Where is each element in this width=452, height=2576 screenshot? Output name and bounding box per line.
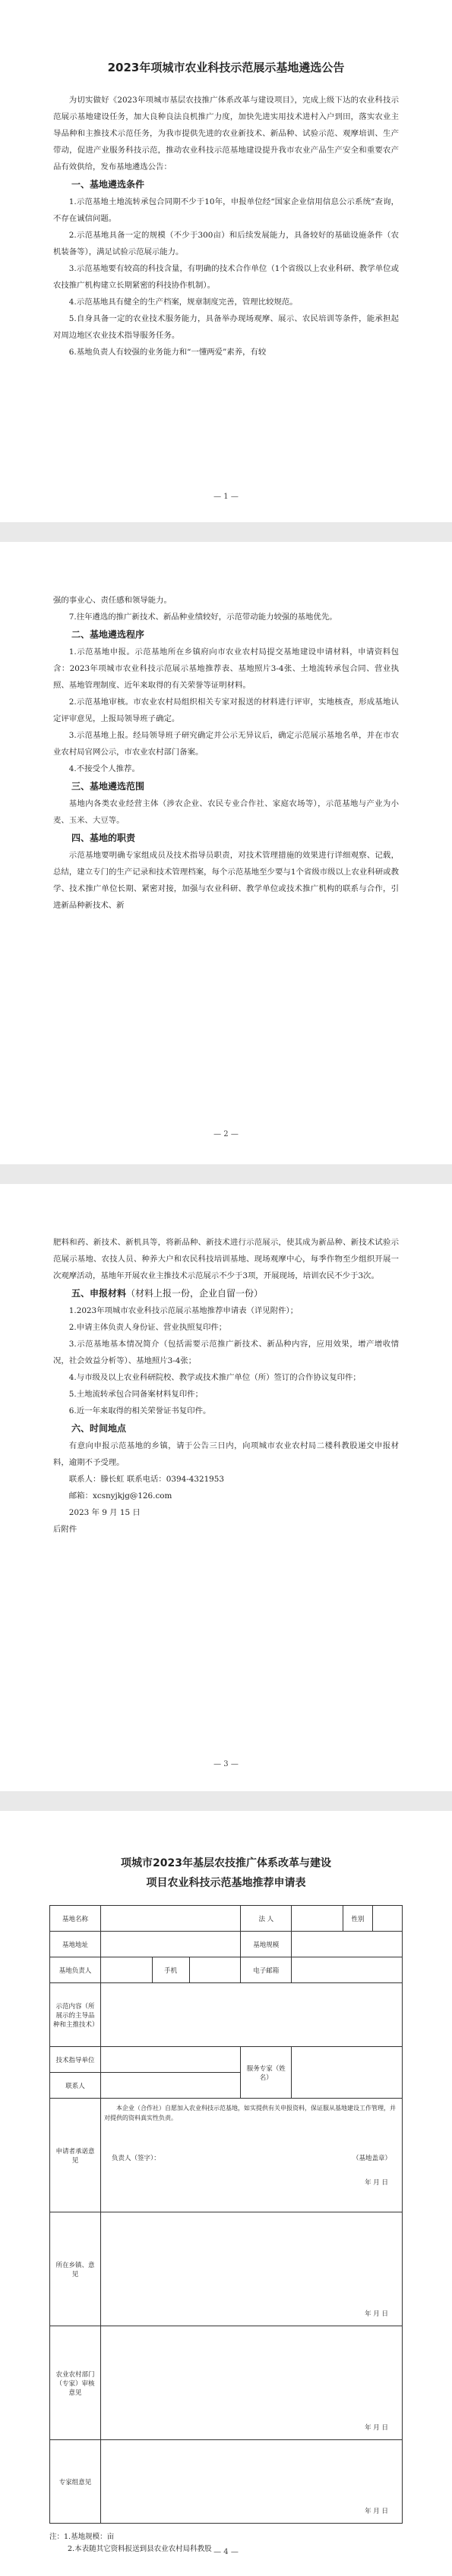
section-heading-scope: 三、基地遴选范围 (71, 781, 145, 792)
page-number: — 1 — (213, 493, 239, 501)
field-leader[interactable] (101, 1957, 153, 1983)
commitment-cell (101, 2099, 403, 2212)
form-title-line-2: 项目农业科技示范基地推荐申请表 (146, 1877, 306, 1889)
page-4 (0, 1811, 452, 2576)
procedure-item: 1.示范基地申报。示范基地所在乡镇府向市农业农村局提交基地建设申请材料，申请资料包含：2023年项城市农业科技示范展示基地推荐表、基地照片3-4张、土地流转承包合同、营业执照、基地管理制度、近年来取得的有关荣誉等证明材料。 (53, 647, 399, 690)
field-contact[interactable] (101, 2073, 241, 2099)
field-email[interactable] (292, 1957, 403, 1983)
section-heading-procedure: 二、基地遴选程序 (71, 629, 145, 640)
condition-item: 7.往年遴选的推广新技术、新品种业绩较好，示范带动能力较强的基地优先。 (68, 613, 337, 622)
label-legal-person: 法 人 (241, 1906, 292, 1932)
material-item: 4.与市级及以上农业科研院校、教学或技术推广单位（所）签订的合作协议复印件； (68, 1373, 361, 1382)
label-base-name: 基地名称 (50, 1906, 101, 1932)
condition-item: 3.示范基地要有较高的科技含量，有明确的技术合作单位（1个省级以上农业科研、教学单位或农技推广机构建立长期紧密的科技协作机制）。 (53, 264, 399, 290)
date-line: 2023 年 9 月 15 日 (68, 1508, 141, 1517)
condition-item: 1.示范基地土地流转承包合同期不少于10年，申报单位经“国家企业信用信息公示系统”查询，不存在诚信问题。 (53, 197, 399, 223)
attachment-label: 后附件 (53, 1525, 77, 1534)
label-address: 基地地址 (50, 1932, 101, 1957)
commitment-text: 本企业（合作社）自愿加入农业科技示范基地，如实提供有关申报资料，保证服从基地建设工作管理，并对提供的资料真实性负责。 (104, 2105, 396, 2121)
section-heading-duties: 四、基地的职责 (71, 833, 136, 843)
label-team-opinion: 专家组意见 (50, 2440, 101, 2524)
form-title-line-1: 项城市2023年基层农技推广体系改革与建设 (121, 1857, 331, 1869)
condition-item: 5.自身具备一定的农业技术服务能力，具备举办现场观摩、展示、农民培训等条件，能承担起对周边地区农业技术指导服务任务。 (53, 314, 399, 340)
field-agri-review[interactable] (101, 2326, 403, 2440)
section-heading-conditions: 一、基地遴选条件 (71, 179, 145, 190)
duties-item: 示范基地要明确专家组成员及技术指导员职责，对技术管理措施的效果进行详细观察、记载，总结，建立专门的生产记录和技术管理档案，每个示范基地至少要与1个省级市级以上农业科研或教学、技术推广单位长期、紧密对接，加强与农业科研、教学单位或技术推广机构的联系与合作，引进新品种新技术、新 (53, 851, 399, 910)
label-leader: 基地负责人 (50, 1957, 101, 1983)
field-tech-unit[interactable] (101, 2047, 241, 2073)
condition-item: 2.示范基地具备一定的规模（不少于300亩）和后续发展能力，具备较好的基础设施条件（农机装备等），满足试验示范展示能力。 (53, 231, 399, 257)
label-agri-review: 农业农村部门（专家）审核意见 (50, 2326, 101, 2440)
label-service-expert: 服务专家（姓名） (241, 2047, 292, 2099)
condition-item-cont: 强的事业心、责任感和领导能力。 (53, 596, 172, 605)
commitment-signer: 负责人（签字）： (112, 2155, 160, 2162)
label-mobile: 手机 (152, 1957, 189, 1983)
agri-review-date: 年 月 日 (365, 2424, 388, 2432)
commitment-seal: （基地盖章） (352, 2155, 391, 2162)
field-team-opinion[interactable] (101, 2440, 403, 2524)
label-scale: 基地规模 (241, 1932, 292, 1957)
application-form-table (49, 1905, 403, 2524)
page-1 (0, 0, 452, 522)
page-title: 2023年项城市农业科技示范展示基地遴选公告 (107, 61, 345, 74)
scope-item: 基地内各类农业经营主体（涉农企业、农民专业合作社、家庭农场等），示范基地与产业为小麦、玉米、大豆等。 (53, 799, 399, 825)
page-number: — 4 — (213, 2548, 239, 2556)
team-opinion-date: 年 月 日 (365, 2508, 388, 2515)
commitment-date: 年 月 日 (365, 2179, 388, 2187)
contact-line: 联系人：滕长虹 联系电话：0394-4321953 (68, 1475, 225, 1484)
label-tech-unit: 技术指导单位 (50, 2047, 101, 2073)
procedure-item: 4.不接受个人推荐。 (68, 764, 140, 773)
field-demo-project[interactable] (101, 1983, 403, 2047)
field-town-opinion[interactable] (101, 2212, 403, 2326)
note-line: 2.本表随其它资料报送到县农业农村局科教股 (68, 2545, 212, 2553)
field-mobile[interactable] (189, 1957, 241, 1983)
label-email: 电子邮箱 (241, 1957, 292, 1983)
field-service-expert[interactable] (292, 2047, 403, 2099)
intro-paragraph: 为切实做好《2023年项城市基层农技推广体系改革与建设项目》，完成上级下达的农业科技示范展示基地建设任务，加大良种良法良机推广力度，加快先进实用技术进村入户到田，落实农业主导品种和主推技术示范任务，为我市提供先进的农业新技术、新品种、试验示范、观摩培训、生产带动，促进产业服务科技示范，推动农业科技示范基地建设提升我市农业产品生产安全和重要农产品有效供给，发布基地遴选公告： (53, 96, 399, 172)
material-item: 1.2023年项城市农业科技示范展示基地推荐申请表（详见附件）； (68, 1306, 299, 1315)
page-3 (0, 1184, 452, 1791)
email-line: 邮箱：xcsnyjkjg@126.com (68, 1491, 172, 1501)
materials-heading-note: （材料上报一份，企业自留一份） (126, 1288, 264, 1299)
procedure-item: 2.示范基地审核。市农业农村局组织相关专家对报送的材料进行评审，实地核查，形成基地认定评审意见，上报局领导班子确定。 (53, 698, 399, 723)
material-item: 6.近一年来取得的相关荣誉证书复印件。 (68, 1406, 211, 1416)
page-2 (0, 542, 452, 1164)
label-demo-project: 示范内容（所展示的主导品种和主推技术） (50, 1983, 101, 2047)
page-number: — 3 — (213, 1760, 239, 1768)
material-item: 3.示范基地基本情况简介（包括需要示范推广新技术、新品种内容，应用效果，增产增收情况，社会效益分析等）、基地照片3-4张； (53, 1340, 399, 1365)
note-line: 注：1.基地规模：亩 (49, 2533, 115, 2541)
field-base-name[interactable] (101, 1906, 241, 1932)
label-town-opinion: 所在乡镇、意见 (50, 2212, 101, 2326)
page-number: — 2 — (213, 1130, 239, 1138)
material-item: 5.土地流转承包合同备案材料复印件； (68, 1390, 203, 1399)
label-gender: 性别 (343, 1906, 373, 1932)
section-heading-time-place: 六、时间地点 (71, 1423, 127, 1434)
field-address[interactable] (101, 1932, 241, 1957)
section-heading-materials (53, 1284, 399, 1302)
materials-heading-text: 五、申报材料 (71, 1288, 127, 1299)
town-opinion-date: 年 月 日 (365, 2310, 388, 2318)
field-legal-person[interactable] (292, 1906, 343, 1932)
field-gender[interactable] (373, 1906, 403, 1932)
time-place-item: 有意向申报示范基地的乡镇，请于公告三日内，向项城市农业农村局二楼科教股递交申报材料，逾期不予受理。 (53, 1441, 399, 1467)
condition-item: 6.基地负责人有较强的业务能力和“一懂两爱”素养，有较 (68, 348, 267, 357)
field-scale[interactable] (292, 1932, 403, 1957)
duties-item-cont: 肥料和药、新技术、新机具等，将新品种、新技术进行示范展示，使其成为新品种、新技术试验示范展示基地、农技人员、种养大户和农民科技培训基地、现场观摩中心，每季作物至少组织开展一次观摩活动，基地年开展农业主推技术示范展示不少于3项，开展现场，培训农民不少于3次。 (53, 1238, 399, 1280)
procedure-item: 3.示范基地上报。经局领导班子研究确定并公示无异议后，确定示范展示基地名单，并在市农业农村局官网公示，市农业农村部门备案。 (53, 731, 399, 757)
condition-item: 4.示范基地具有健全的生产档案，规章制度完善，管理比较规范。 (68, 298, 298, 307)
material-item: 2.申请主体负责人身份证、营业执照复印件； (68, 1323, 227, 1332)
label-commitment: 申请者承诺意见 (50, 2099, 101, 2212)
label-contact: 联系人 (50, 2073, 101, 2099)
